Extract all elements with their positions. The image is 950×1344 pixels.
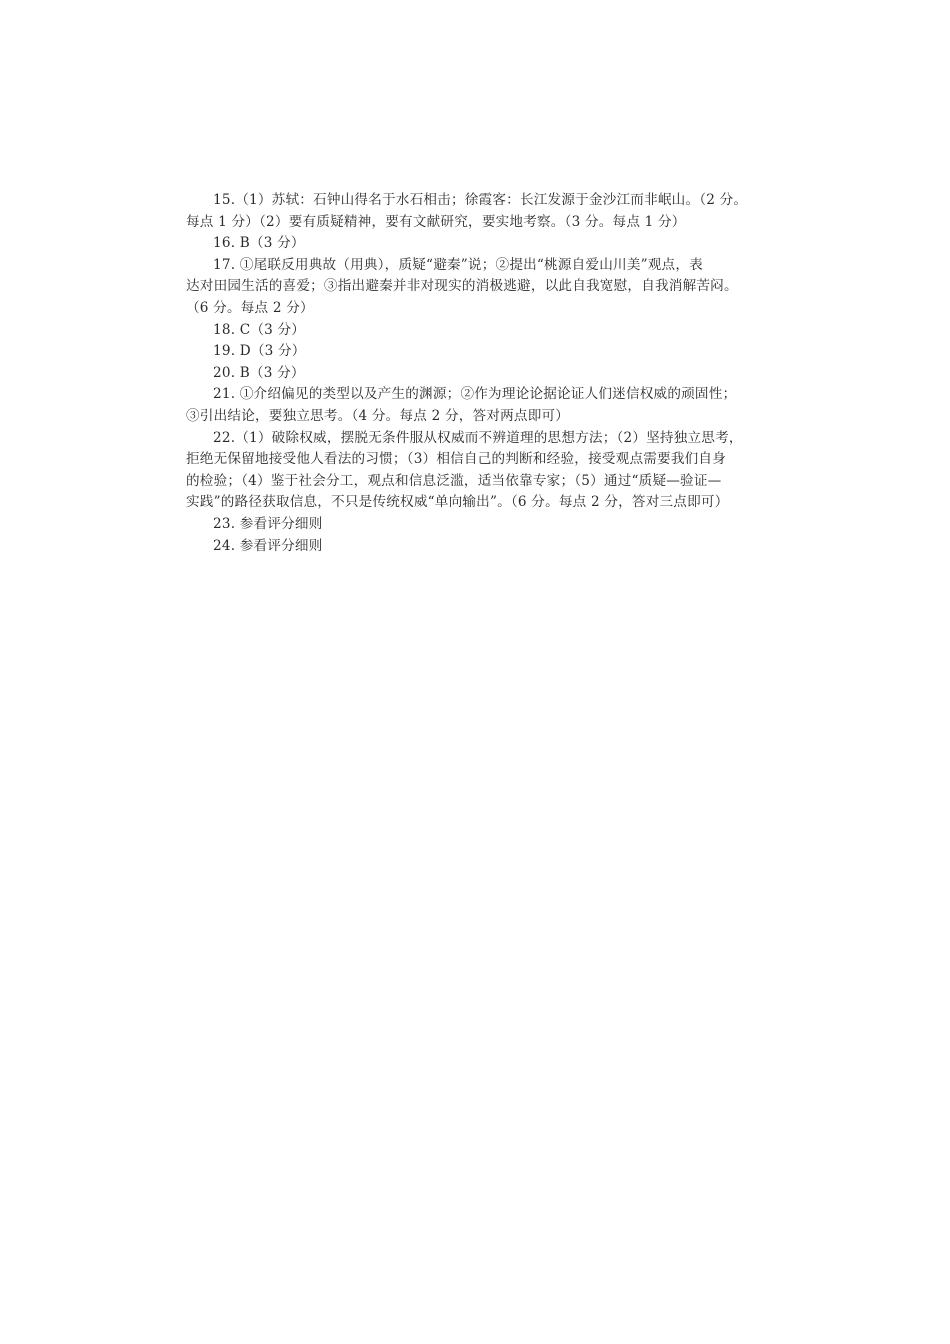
answer-line: 24. 参看评分细则 <box>213 537 323 554</box>
answer-18 <box>186 320 766 342</box>
answer-line: 20. B（3 分） <box>213 364 305 381</box>
answer-line: 每点 1 分）（2）要有质疑精神，要有文献研究，要实地考察。（3 分。每点 1 分） <box>186 213 686 230</box>
answer-line: 达对田园生活的喜爱；③指出避秦并非对现实的消极逃避，以此自我宽慰，自我消解苦闷。 <box>186 278 738 295</box>
answer-15 <box>186 190 766 233</box>
answer-key <box>186 190 766 557</box>
answer-17 <box>186 255 766 320</box>
answer-line: ③引出结论，要独立思考。（4 分。每点 2 分，答对两点即可） <box>186 407 570 424</box>
answer-line: 15.（1）苏轼：石钟山得名于水石相击；徐霞客：长江发源于金沙江而非岷山。（2 分。 <box>213 192 748 208</box>
answer-line: 22.（1）破除权威，摆脱无条件服从权威而不辨道理的思想方法；（2）坚持独立思考， <box>213 429 743 446</box>
answer-line: 21. ①介绍偏见的类型以及产生的渊源；②作为理论论据论证人们迷信权威的顽固性； <box>213 386 737 403</box>
answer-19 <box>186 341 766 363</box>
answer-20 <box>186 363 766 385</box>
answer-line: 19. D（3 分） <box>213 343 306 360</box>
answer-line: 18. C（3 分） <box>213 321 306 338</box>
answer-line: 实践”的路径获取信息，不只是传统权威“单向输出”。（6 分。每点 2 分，答对三点即可） <box>186 494 729 511</box>
answer-line: 17. ①尾联反用典故（用典），质疑“避秦”说；②提出“桃源自爱山川美”观点，表 <box>213 256 703 273</box>
answer-line: （6 分。每点 2 分） <box>186 299 314 316</box>
answer-23 <box>186 514 766 536</box>
answer-line: 16. B（3 分） <box>213 235 305 252</box>
answer-line: 23. 参看评分细则 <box>213 515 323 532</box>
answer-16 <box>186 233 766 255</box>
answer-line: 的检验；（4）鉴于社会分工，观点和信息泛滥，适当依靠专家；（5）通过“质疑—验证— <box>186 472 722 489</box>
answer-24 <box>186 536 766 558</box>
answer-22 <box>186 428 766 514</box>
answer-21 <box>186 384 766 427</box>
answer-line: 拒绝无保留地接受他人看法的习惯；（3）相信自己的判断和经验，接受观点需要我们自身 <box>186 451 727 468</box>
